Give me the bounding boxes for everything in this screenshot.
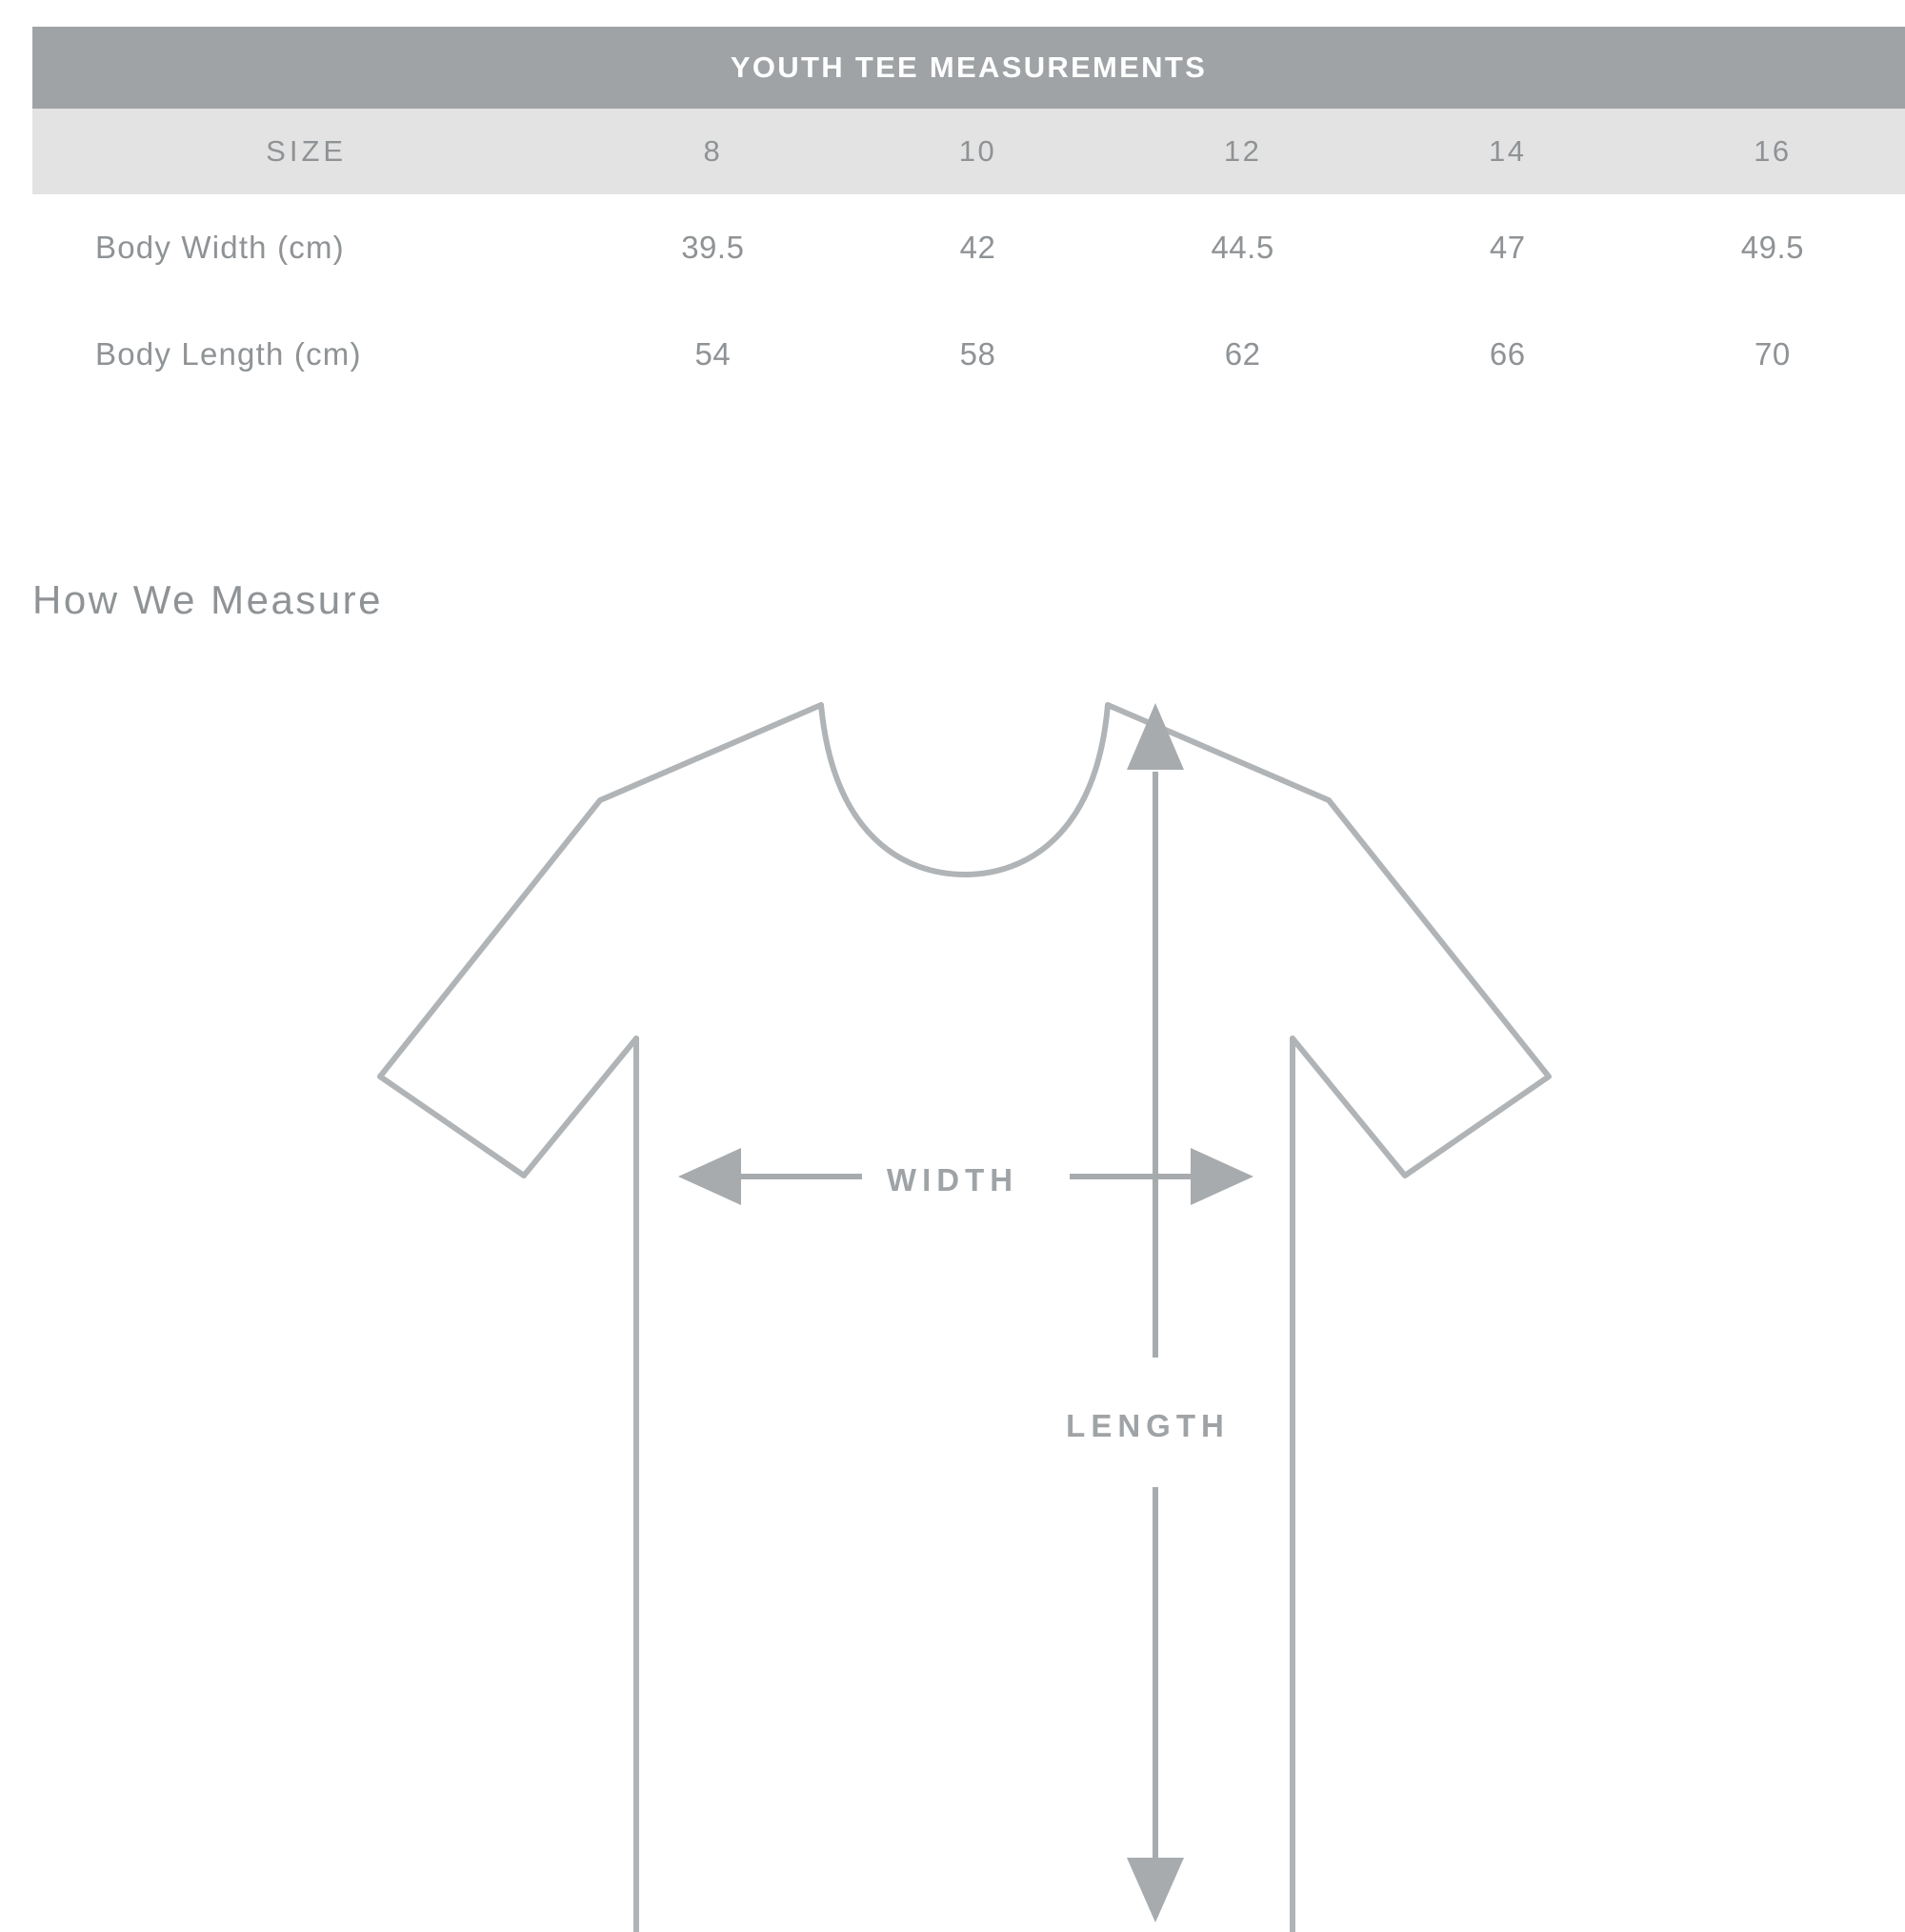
- header-size-8: 8: [580, 109, 845, 194]
- size-chart-page: [0, 27, 1905, 1932]
- tshirt-outline-icon: [380, 705, 1549, 1932]
- body-length-size-12: 62: [1111, 301, 1375, 408]
- row-label-body-width: Body Width (cm): [32, 194, 580, 301]
- header-size-14: 14: [1375, 109, 1640, 194]
- row-label-body-length: Body Length (cm): [32, 301, 580, 408]
- header-size-10: 10: [845, 109, 1110, 194]
- body-width-size-8: 39.5: [580, 194, 845, 301]
- size-measurements-table: [32, 27, 1905, 408]
- how-we-measure-heading: How We Measure: [32, 577, 384, 622]
- width-label: WIDTH: [886, 1162, 1019, 1197]
- body-length-size-14: 66: [1375, 301, 1640, 408]
- header-size-12: 12: [1111, 109, 1375, 194]
- length-label: LENGTH: [1066, 1408, 1230, 1443]
- body-width-size-10: 42: [845, 194, 1110, 301]
- table-row-body-length: [32, 301, 1905, 408]
- body-width-size-16: 49.5: [1640, 194, 1905, 301]
- body-width-size-14: 47: [1375, 194, 1640, 301]
- body-length-size-10: 58: [845, 301, 1110, 408]
- body-width-size-12: 44.5: [1111, 194, 1375, 301]
- table-row-body-width: [32, 194, 1905, 301]
- table-title-row: [32, 27, 1905, 109]
- table-title: YOUTH TEE MEASUREMENTS: [32, 27, 1905, 109]
- body-length-size-8: 54: [580, 301, 845, 408]
- header-size-label: SIZE: [32, 109, 580, 194]
- table-header-row: [32, 109, 1905, 194]
- header-size-16: 16: [1640, 109, 1905, 194]
- length-arrow-icon: [1127, 703, 1184, 1922]
- body-length-size-16: 70: [1640, 301, 1905, 408]
- tshirt-measurement-diagram: [0, 684, 1905, 1932]
